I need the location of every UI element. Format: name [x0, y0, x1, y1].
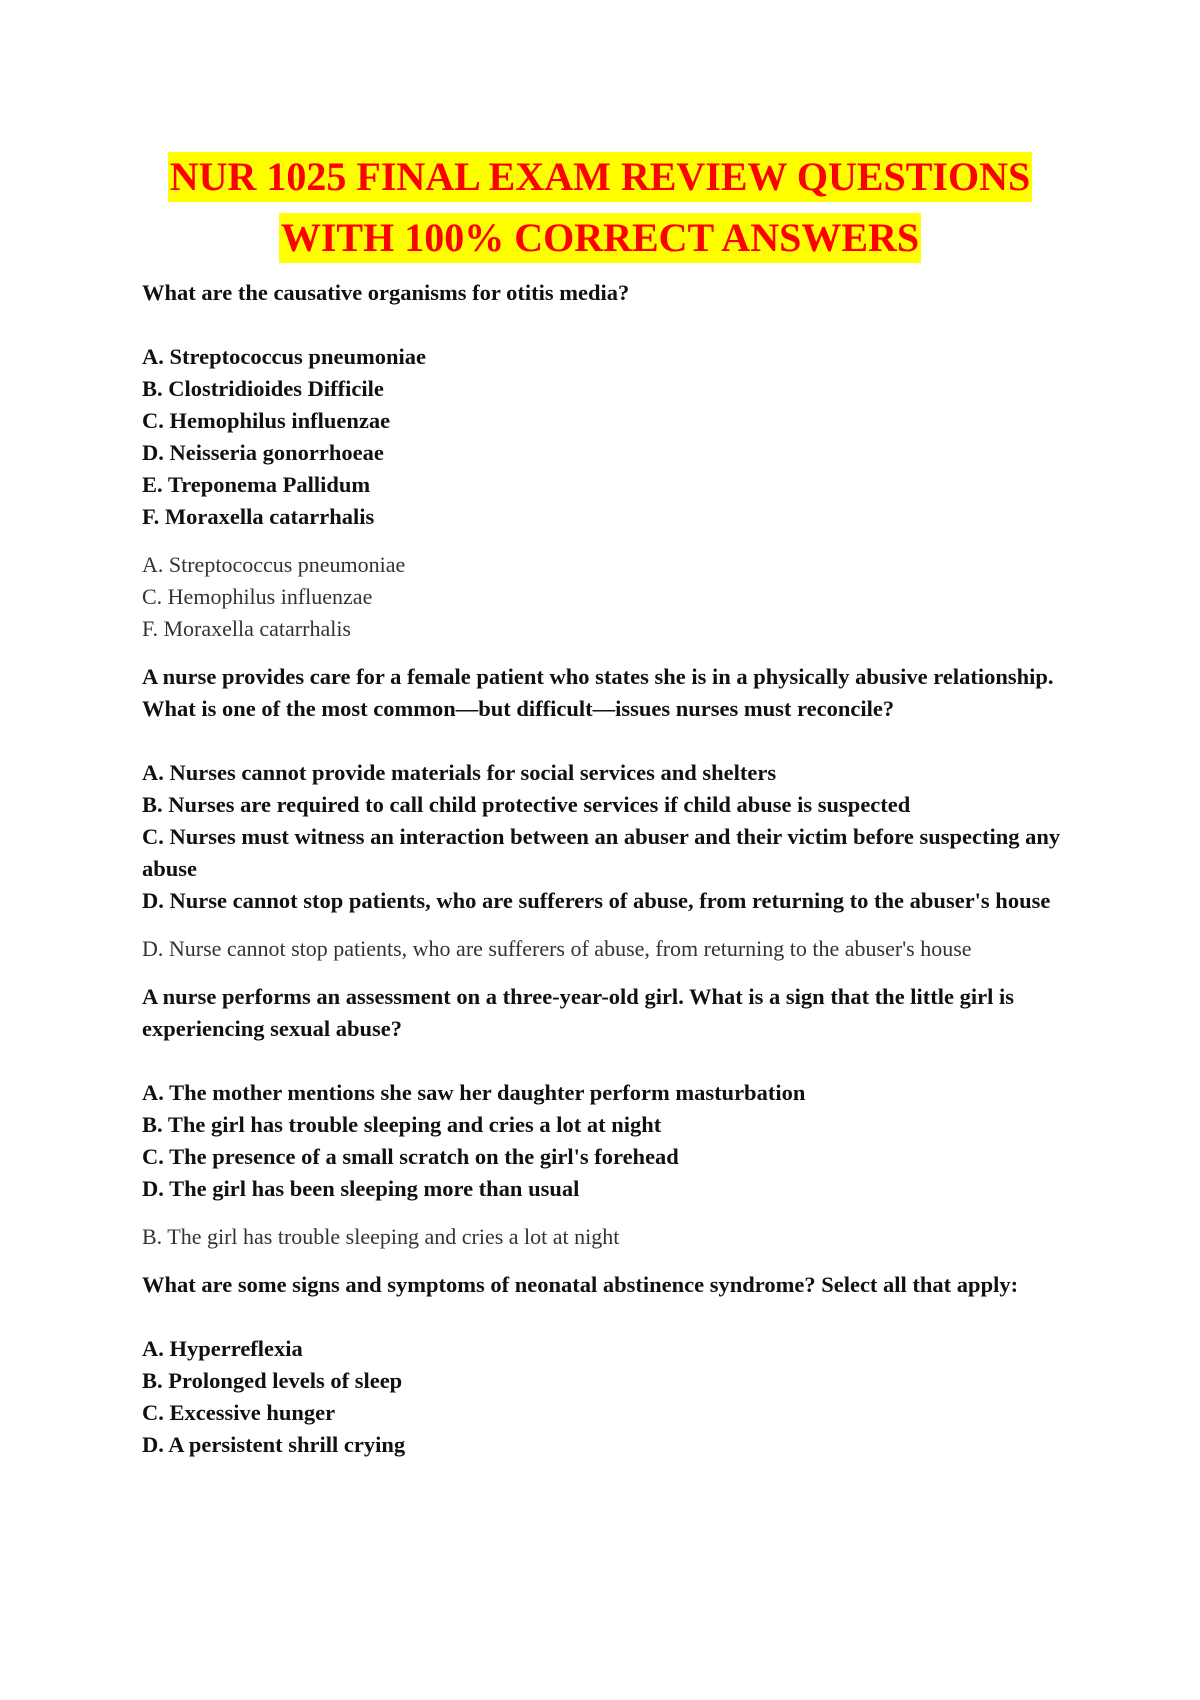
question-block-4 — [142, 1269, 1072, 1461]
option-item: A. Hyperreflexia — [142, 1336, 303, 1361]
option-item: A. Nurses cannot provide materials for social services and shelters — [142, 760, 777, 785]
option-item: E. Treponema Pallidum — [142, 472, 371, 497]
answer-item: B. The girl has trouble sleeping and cries a lot at night — [142, 1224, 620, 1249]
answer-item: D. Nurse cannot stop patients, who are sufferers of abuse, from returning to the abuser's house — [142, 936, 972, 961]
option-item: A. Streptococcus pneumoniae — [142, 344, 426, 369]
question-block-2 — [142, 661, 1072, 965]
option-item: B. The girl has trouble sleeping and cries a lot at night — [142, 1112, 662, 1137]
option-item: B. Nurses are required to call child protective services if child abuse is suspected — [142, 792, 911, 817]
option-list — [142, 757, 1072, 917]
question-block-3 — [142, 981, 1072, 1253]
option-list — [142, 1333, 1072, 1461]
question-text: A nurse performs an assessment on a three-year-old girl. What is a sign that the little girl is experiencing sexual abuse? — [142, 984, 1015, 1041]
title-line-1: NUR 1025 FINAL EXAM REVIEW QUESTIONS — [168, 152, 1033, 202]
option-item: D. Neisseria gonorrhoeae — [142, 440, 384, 465]
option-item: B. Prolonged levels of sleep — [142, 1368, 403, 1393]
option-item: D. A persistent shrill crying — [142, 1432, 406, 1457]
option-item: F. Moraxella catarrhalis — [142, 504, 375, 529]
answer-item: F. Moraxella catarrhalis — [142, 616, 351, 641]
question-text: A nurse provides care for a female patient who states she is in a physically abusive relationship. What is one of the most common—but difficult—issues nurses must reconcile? — [142, 664, 1054, 721]
question-text: What are the causative organisms for otitis media? — [142, 280, 630, 305]
answer-list — [142, 1221, 1072, 1253]
answer-item: A. Streptococcus pneumoniae — [142, 552, 406, 577]
answer-list — [142, 933, 1072, 965]
option-item: A. The mother mentions she saw her daughter perform masturbation — [142, 1080, 806, 1105]
option-item: C. Hemophilus influenzae — [142, 408, 391, 433]
document-title — [0, 152, 1200, 274]
answer-item: C. Hemophilus influenzae — [142, 584, 373, 609]
option-item: C. Excessive hunger — [142, 1400, 336, 1425]
option-item: D. Nurse cannot stop patients, who are sufferers of abuse, from returning to the abuser's house — [142, 888, 1051, 913]
question-text: What are some signs and symptoms of neonatal abstinence syndrome? Select all that apply: — [142, 1272, 1019, 1297]
option-item: D. The girl has been sleeping more than usual — [142, 1176, 580, 1201]
option-list — [142, 1077, 1072, 1205]
answer-list — [142, 549, 1072, 645]
title-line-2: WITH 100% CORRECT ANSWERS — [279, 213, 921, 263]
option-item: C. Nurses must witness an interaction between an abuser and their victim before suspecting any abuse — [142, 824, 1061, 881]
question-list — [142, 277, 1072, 1461]
option-list — [142, 341, 1072, 533]
option-item: C. The presence of a small scratch on the girl's forehead — [142, 1144, 679, 1169]
option-item: B. Clostridioides Difficile — [142, 376, 384, 401]
question-block-1 — [142, 277, 1072, 645]
